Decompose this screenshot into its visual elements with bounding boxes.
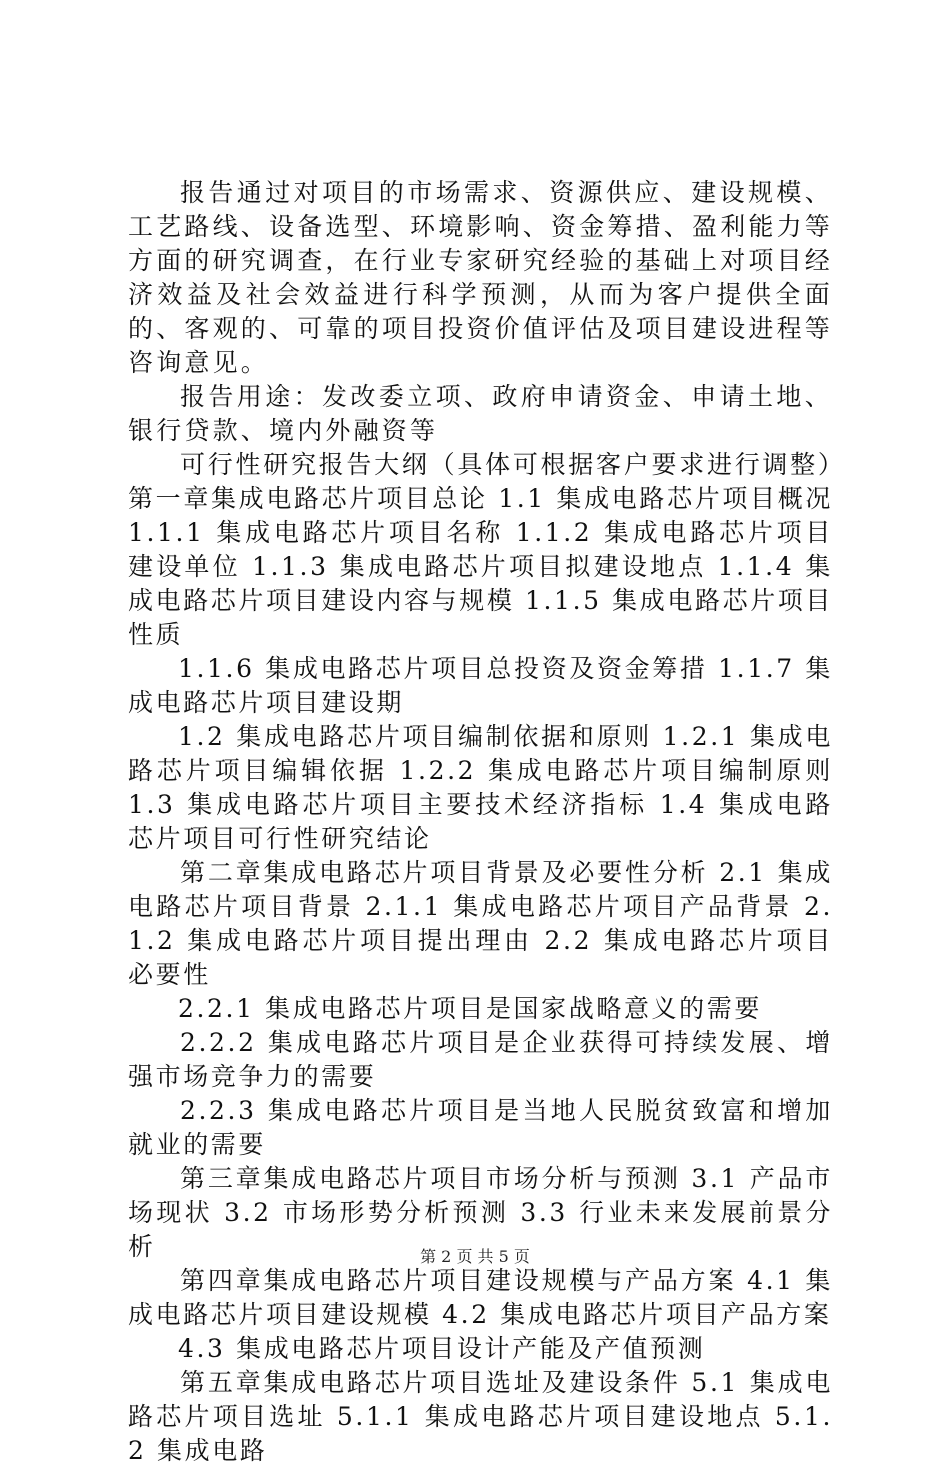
paragraph-ch2: 第二章集成电路芯片项目背景及必要性分析 2.1 集成电路芯片项目背景 2.1.1 集成电路芯片项目产品背景 2.1.2 集成电路芯片项目提出理由 2.2 集成电路芯片项目必要性 [128,858,833,989]
document-body [128,176,833,1468]
paragraph-purpose: 报告用途：发改委立项、政府申请资金、申请土地、银行贷款、境内外融资等 [128,382,833,445]
paragraph-ch4: 第四章集成电路芯片项目建设规模与产品方案 4.1 集成电路芯片项目建设规模 4.2 集成电路芯片项目产品方案 [128,1266,833,1329]
paragraph-1-1-6: 1.1.6 集成电路芯片项目总投资及资金筹措 1.1.7 集成电路芯片项目建设期 [128,654,833,717]
paragraph-4-3: 4.3 集成电路芯片项目设计产能及产值预测 [178,1334,706,1363]
paragraph-outline-ch1: 可行性研究报告大纲（具体可根据客户要求进行调整）第一章集成电路芯片项目总论 1.1 集成电路芯片项目概况 1.1.1 集成电路芯片项目名称 1.1.2 集成电路芯片项目建设单位 1.1.3 集成电路芯片项目拟建设地点 1.1.4 集成电路芯片项目建设内容与规模 1.1.5 集成电路芯片项目性质 [128,450,833,649]
paragraph-2-2-3: 2.2.3 集成电路芯片项目是当地人民脱贫致富和增加就业的需要 [128,1096,833,1159]
paragraph-ch5: 第五章集成电路芯片项目选址及建设条件 5.1 集成电路芯片项目选址 5.1.1 集成电路芯片项目建设地点 5.1.2 集成电路 [128,1368,833,1465]
paragraph-2-2-2: 2.2.2 集成电路芯片项目是企业获得可持续发展、增强市场竞争力的需要 [128,1028,833,1091]
paragraph-ch3: 第三章集成电路芯片项目市场分析与预测 3.1 产品市场现状 3.2 市场形势分析预测 3.3 行业未来发展前景分析 [128,1164,833,1261]
paragraph-1-2: 1.2 集成电路芯片项目编制依据和原则 1.2.1 集成电路芯片项目编辑依据 1.2.2 集成电路芯片项目编制原则 1.3 集成电路芯片项目主要技术经济指标 1.4 集成电路芯片项目可行性研究结论 [128,722,833,853]
paragraph-2-2-1: 2.2.1 集成电路芯片项目是国家战略意义的需要 [178,994,762,1023]
paragraph-intro: 报告通过对项目的市场需求、资源供应、建设规模、工艺路线、设备选型、环境影响、资金筹措、盈利能力等方面的研究调查，在行业专家研究经验的基础上对项目经济效益及社会效益进行科学预测，从而为客户提供全面的、客观的、可靠的项目投资价值评估及项目建设进程等咨询意见。 [128,178,834,377]
page-number-footer: 第 2 页 共 5 页 [420,1247,530,1266]
